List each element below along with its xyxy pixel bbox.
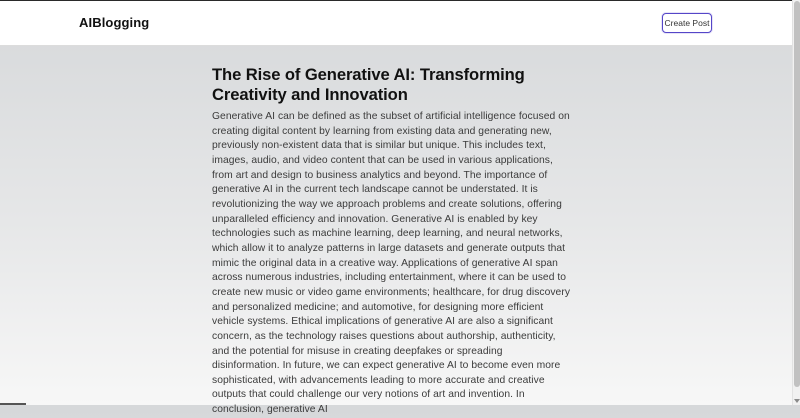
scrollbar-thumb[interactable] [794, 1, 800, 387]
page-scrollbar[interactable] [792, 0, 800, 405]
article-content [212, 65, 572, 418]
article-title: The Rise of Generative AI: Transforming Creativity and Innovation [212, 65, 525, 104]
site-header [0, 1, 792, 46]
bottom-edge-marker [0, 403, 26, 405]
article-body: Generative AI can be defined as the subset of artificial intelligence focused on creating digital content by learning from existing data and generating new, previously non-existent data that is similar but unique. This includes text, images, audio, and video content that can be used in various applications, from art and design to business analytics and beyond. The importance of generative AI in the current tech landscape cannot be understated. It is revolutionizing the way we approach problems and create solutions, offering unparalleled efficiency and innovation. Generative AI is enabled by key technologies such as machine learning, deep learning, and neural networks, which allow it to analyze patterns in large datasets and generate outputs that mimic the original data in a creative way. Applications of generative AI span across numerous industries, including entertainment, where it can be used to create new music or video game environments; healthcare, for drug discovery and personalized medicine; and automotive, for designing more efficient vehicle systems. Ethical implications of generative AI are also a significant concern, as the technology raises questions about authorship, authenticity, and the potential for misuse in creating deepfakes or spreading disinformation. In future, we can expect generative AI to become even more sophisticated, with advancements leading to more accurate and creative outputs that could challenge our very notions of art and invention. In conclusion, generative AI [212, 111, 571, 416]
scroll-down-arrow-icon[interactable] [794, 399, 800, 403]
create-post-button[interactable]: Create Post [662, 13, 712, 33]
site-logo-text[interactable]: AIBlogging [79, 15, 150, 30]
